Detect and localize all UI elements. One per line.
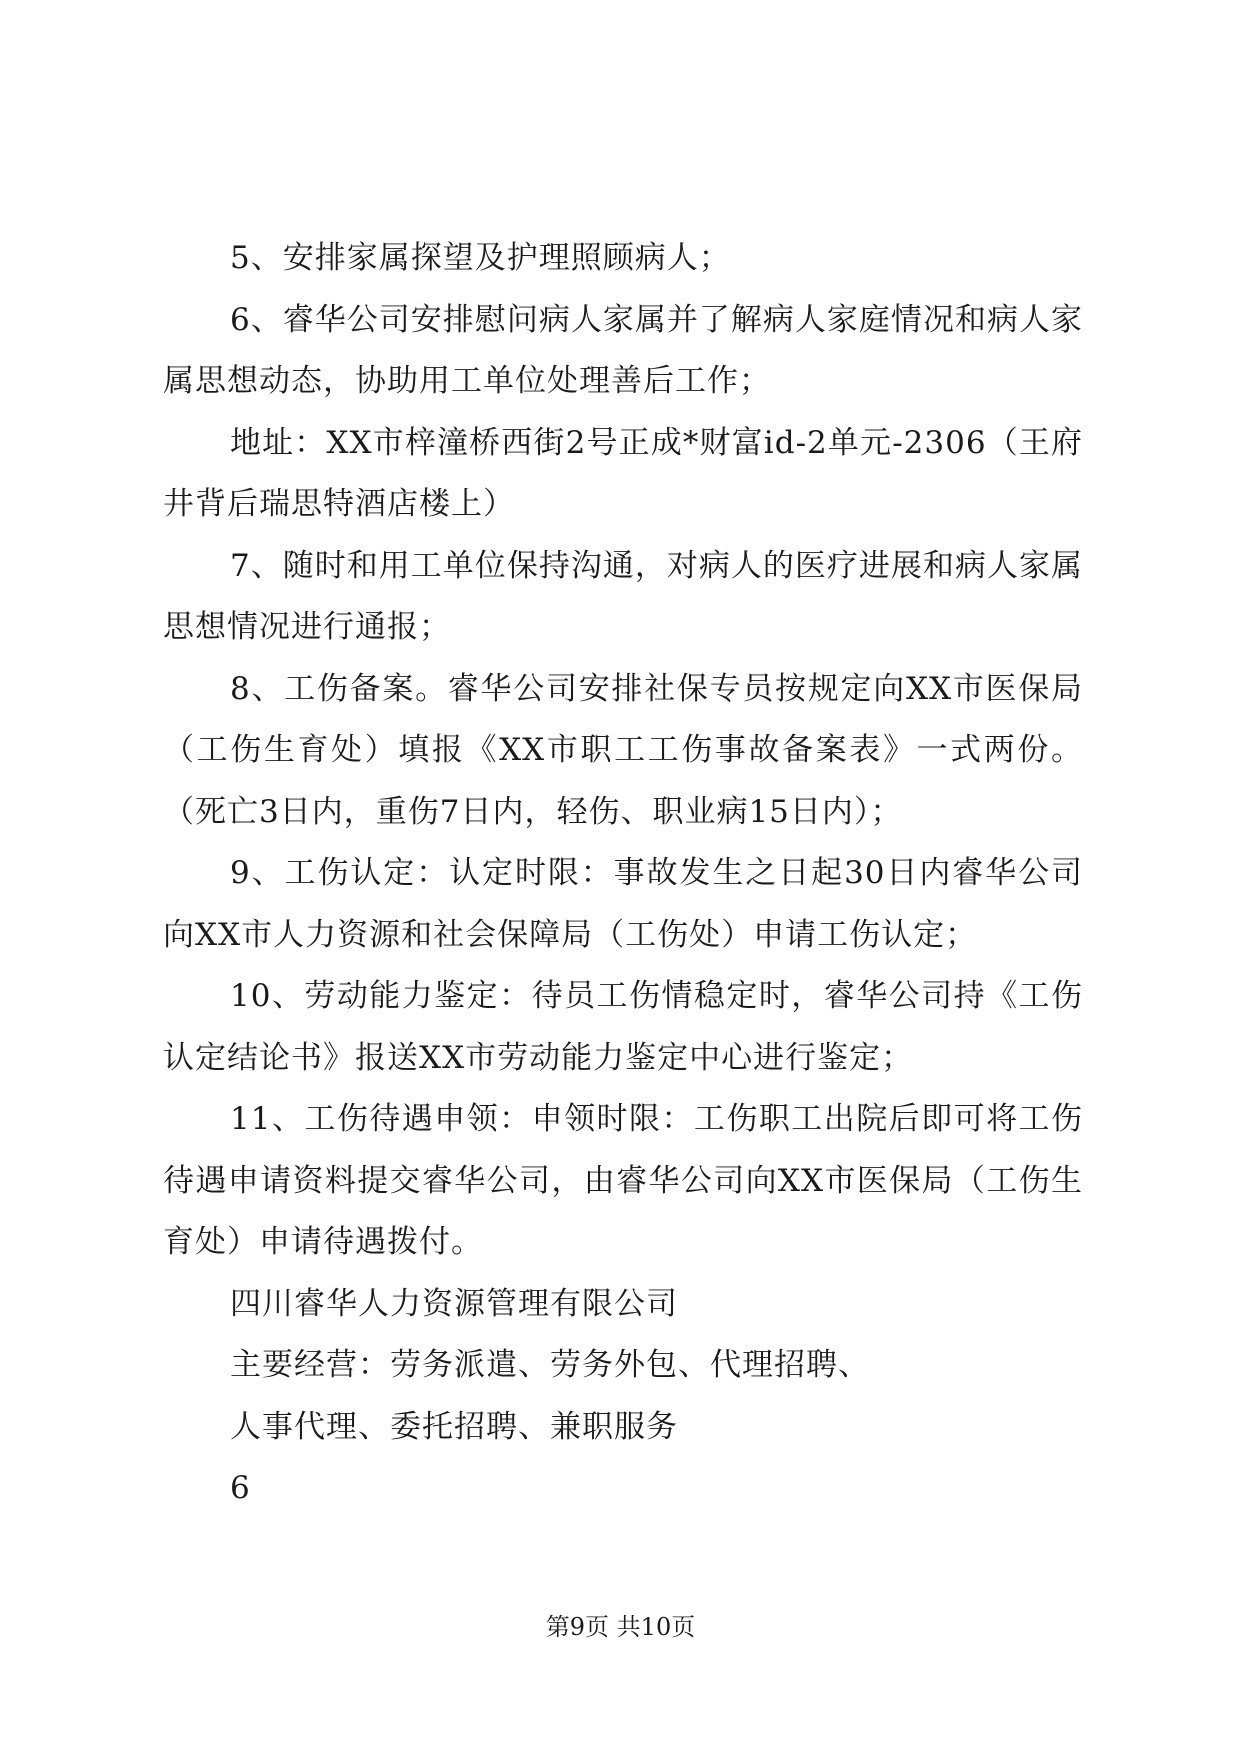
trailing-number: 6 (230, 1470, 251, 1506)
company-name: 四川睿华人力资源管理有限公司 (230, 1285, 678, 1322)
page-number-label: 第9页 共10页 (545, 1613, 696, 1641)
page-footer (0, 1612, 1241, 1642)
paragraph-item-8: 8、工伤备案。睿华公司安排社保专员按规定向XX市医保局（工伤生育处）填报《XX市职工工伤事故备案表》一式两份。（死亡3日内，重伤7日内，轻伤、职业病15日内）； (163, 670, 1083, 830)
paragraph-address: 地址：XX市梓潼桥西街2号正成*财富id-2单元-2306（王府井背后瑞思特酒店楼上） (163, 424, 1083, 522)
paragraph-item-10: 10、劳动能力鉴定：待员工伤情稳定时，睿华公司持《工伤认定结论书》报送XX市劳动能力鉴定中心进行鉴定； (163, 978, 1083, 1076)
business-scope-line-1: 主要经营：劳务派遣、劳务外包、代理招聘、 (230, 1347, 870, 1383)
paragraph-item-11: 11、工伤待遇申领：申领时限：工伤职工出院后即可将工伤待遇申请资料提交睿华公司，由睿华公司向XX市医保局（工伤生育处）申请待遇拨付。 (163, 1101, 1083, 1260)
paragraph-item-6: 6、睿华公司安排慰问病人家属并了解病人家庭情况和病人家属思想动态，协助用工单位处理善后工作； (163, 301, 1083, 399)
document-body (163, 228, 1083, 1520)
paragraph-item-9: 9、工伤认定：认定时限：事故发生之日起30日内睿华公司向XX市人力资源和社会保障局（工伤处）申请工伤认定； (163, 855, 1083, 953)
paragraph-item-5: 5、安排家属探望及护理照顾病人； (230, 240, 731, 276)
business-scope-line-2: 人事代理、委托招聘、兼职服务 (230, 1408, 678, 1445)
paragraph-item-7: 7、随时和用工单位保持沟通，对病人的医疗进展和病人家属思想情况进行通报； (163, 547, 1083, 645)
